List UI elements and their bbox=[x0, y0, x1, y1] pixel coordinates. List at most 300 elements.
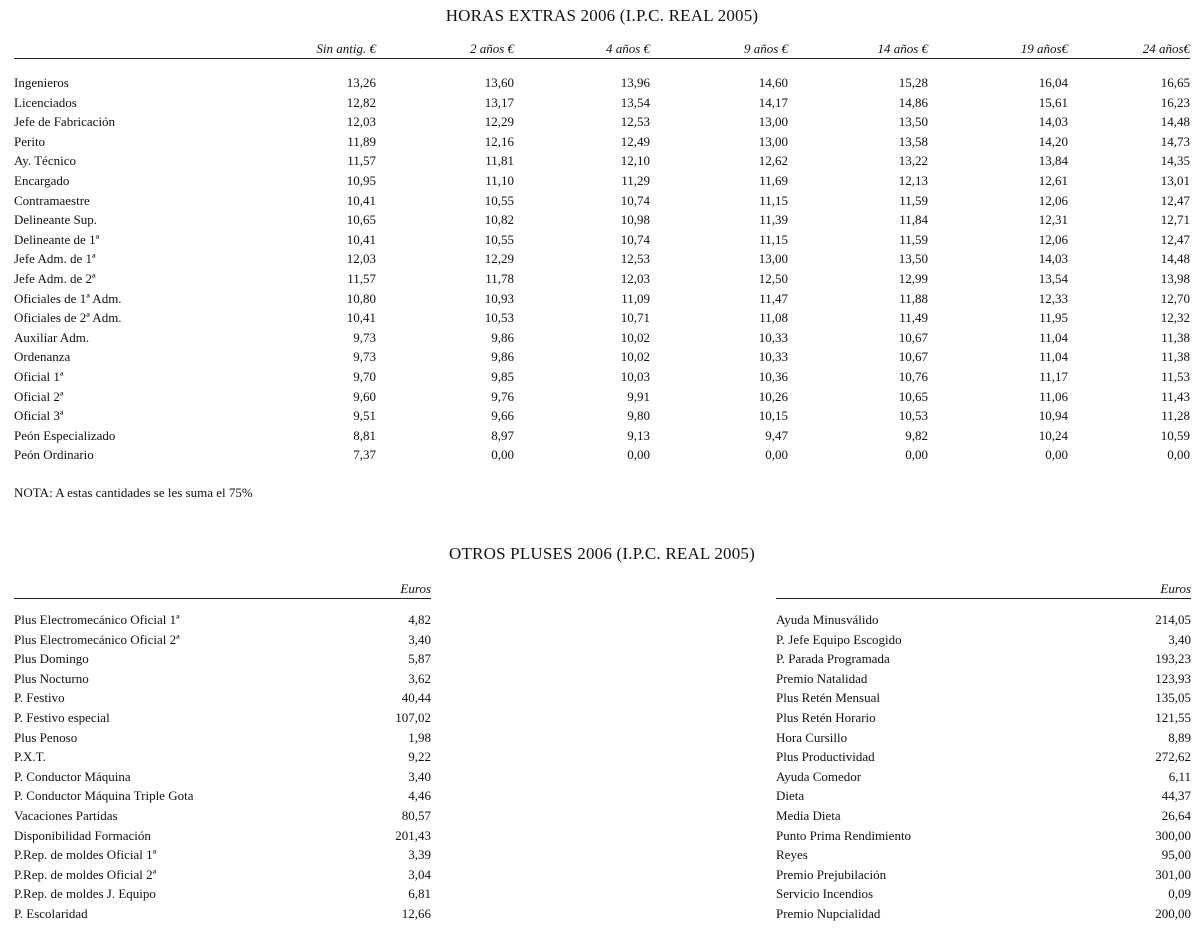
category-label: Jefe Adm. de 2ª bbox=[14, 270, 96, 286]
rate-cell: 9,91 bbox=[627, 388, 650, 404]
category-label: Peón Ordinario bbox=[14, 447, 94, 463]
rate-cell: 10,53 bbox=[484, 310, 514, 326]
plus-value: 200,00 bbox=[1155, 905, 1191, 921]
rate-cell: 11,39 bbox=[759, 212, 788, 228]
rate-cell: 11,06 bbox=[1039, 388, 1068, 404]
rate-cell: 14,86 bbox=[898, 94, 928, 110]
category-label: Encargado bbox=[14, 172, 70, 188]
rate-cell: 10,98 bbox=[620, 212, 650, 228]
table-row bbox=[14, 708, 431, 728]
rate-cell: 10,33 bbox=[758, 349, 788, 365]
plus-label: Plus Productividad bbox=[776, 749, 875, 765]
category-label: Delineante de 1ª bbox=[14, 231, 100, 247]
rate-cell: 10,33 bbox=[758, 329, 788, 345]
table-row bbox=[14, 826, 431, 846]
rate-cell: 11,28 bbox=[1161, 408, 1190, 424]
table-row bbox=[14, 308, 1190, 328]
horas-extras-title: HORAS EXTRAS 2006 (I.P.C. REAL 2005) bbox=[445, 6, 759, 25]
plus-label: Ayuda Minusválido bbox=[776, 612, 879, 627]
rate-cell: 11,17 bbox=[1039, 368, 1068, 384]
rate-cell: 11,38 bbox=[1161, 329, 1190, 345]
column-header-euros: Euros bbox=[400, 581, 431, 596]
rate-cell: 9,86 bbox=[491, 349, 514, 365]
rate-cell: 12,10 bbox=[620, 153, 650, 169]
rate-cell: 9,73 bbox=[353, 329, 376, 345]
table-row bbox=[14, 151, 1190, 171]
rate-cell: 9,82 bbox=[905, 427, 928, 443]
plus-value: 3,04 bbox=[408, 866, 431, 882]
rate-cell: 13,26 bbox=[346, 75, 376, 90]
rate-cell: 13,01 bbox=[1160, 172, 1190, 188]
table-row bbox=[14, 806, 431, 826]
rate-cell: 13,58 bbox=[898, 133, 928, 149]
rate-cell: 11,95 bbox=[1039, 310, 1068, 326]
rate-cell: 9,13 bbox=[627, 427, 650, 443]
rate-cell: 12,29 bbox=[484, 251, 514, 267]
plus-value: 135,05 bbox=[1155, 690, 1191, 706]
table-row bbox=[14, 445, 1190, 465]
rate-cell: 15,61 bbox=[1038, 94, 1068, 110]
plus-value: 272,62 bbox=[1155, 749, 1191, 765]
rate-cell: 14,17 bbox=[758, 94, 788, 110]
rate-cell: 11,04 bbox=[1039, 329, 1068, 345]
column-header-euros: Euros bbox=[1160, 581, 1191, 596]
rate-cell: 14,73 bbox=[1160, 133, 1190, 149]
rate-cell: 0,00 bbox=[765, 447, 788, 463]
table-row bbox=[14, 630, 431, 650]
plus-value: 123,93 bbox=[1155, 670, 1191, 686]
plus-label: Vacaciones Partidas bbox=[14, 807, 118, 823]
category-label: Oficial 3ª bbox=[14, 408, 64, 424]
rate-cell: 11,15 bbox=[759, 231, 788, 247]
rate-cell: 10,65 bbox=[346, 212, 376, 228]
rate-cell: 14,03 bbox=[1038, 114, 1068, 130]
plus-label: P. Jefe Equipo Escogido bbox=[776, 631, 902, 647]
rate-cell: 11,81 bbox=[485, 153, 514, 169]
rate-cell: 12,31 bbox=[1038, 212, 1068, 228]
rate-cell: 12,06 bbox=[1038, 231, 1068, 247]
plus-value: 301,00 bbox=[1155, 866, 1191, 882]
spacer-row bbox=[14, 599, 431, 611]
rate-cell: 13,98 bbox=[1160, 270, 1190, 286]
rate-cell: 10,82 bbox=[484, 212, 514, 228]
rate-cell: 0,00 bbox=[1045, 447, 1068, 463]
category-label: Perito bbox=[14, 133, 46, 149]
plus-value: 6,11 bbox=[1168, 768, 1191, 784]
table-row bbox=[14, 884, 431, 904]
rate-cell: 9,85 bbox=[491, 368, 514, 384]
table-row bbox=[14, 649, 431, 669]
table-row bbox=[776, 904, 1191, 924]
rate-cell: 14,03 bbox=[1038, 251, 1068, 267]
otros-pluses-right-table bbox=[776, 580, 1191, 924]
rate-cell: 8,81 bbox=[353, 427, 376, 443]
table-row bbox=[14, 347, 1190, 367]
rate-cell: 10,65 bbox=[898, 388, 928, 404]
table-row bbox=[14, 269, 1190, 289]
category-label: Auxiliar Adm. bbox=[14, 329, 90, 345]
spacer-row bbox=[776, 599, 1191, 611]
rate-cell: 12,29 bbox=[484, 114, 514, 130]
rate-cell: 13,00 bbox=[758, 133, 788, 149]
category-label: Peón Especializado bbox=[14, 427, 116, 443]
table-row bbox=[14, 367, 1190, 387]
table-row bbox=[14, 904, 431, 924]
rate-cell: 13,22 bbox=[898, 153, 928, 169]
table-row bbox=[776, 630, 1191, 650]
rate-cell: 11,89 bbox=[347, 133, 376, 149]
rate-cell: 9,73 bbox=[353, 349, 376, 365]
category-label: Oficiales de 2ª Adm. bbox=[14, 310, 122, 326]
rate-cell: 7,37 bbox=[353, 447, 376, 463]
plus-label: Premio Nupcialidad bbox=[776, 905, 881, 921]
plus-label: P. Festivo bbox=[14, 690, 65, 706]
plus-value: 95,00 bbox=[1161, 847, 1191, 863]
plus-value: 121,55 bbox=[1155, 709, 1191, 725]
category-label: Oficiales de 1ª Adm. bbox=[14, 290, 122, 306]
plus-value: 8,89 bbox=[1168, 729, 1191, 745]
rate-cell: 10,41 bbox=[346, 231, 376, 247]
plus-value: 3,40 bbox=[1168, 631, 1191, 647]
plus-value: 3,40 bbox=[408, 768, 431, 784]
category-label: Oficial 2ª bbox=[14, 388, 64, 404]
rate-cell: 12,53 bbox=[620, 114, 650, 130]
rate-cell: 9,76 bbox=[491, 388, 514, 404]
otros-pluses-title: OTROS PLUSES 2006 (I.P.C. REAL 2005) bbox=[449, 544, 755, 563]
rate-cell: 12,33 bbox=[1038, 290, 1068, 306]
rate-cell: 11,43 bbox=[1161, 388, 1190, 404]
rate-cell: 14,60 bbox=[758, 75, 788, 90]
rate-cell: 10,76 bbox=[898, 368, 928, 384]
plus-label: P.X.T. bbox=[14, 749, 46, 765]
rate-cell: 14,48 bbox=[1160, 251, 1190, 267]
rate-cell: 10,55 bbox=[484, 231, 514, 247]
plus-label: Premio Natalidad bbox=[776, 670, 868, 686]
rate-cell: 12,70 bbox=[1160, 290, 1190, 306]
rate-cell: 10,71 bbox=[620, 310, 650, 326]
column-header: 2 años € bbox=[469, 41, 514, 56]
table-row bbox=[14, 191, 1190, 211]
table-row bbox=[14, 93, 1190, 113]
rate-cell: 11,57 bbox=[347, 270, 376, 286]
plus-label: Disponibilidad Formación bbox=[14, 827, 151, 843]
table-row bbox=[14, 845, 431, 865]
plus-value: 5,87 bbox=[408, 651, 431, 667]
plus-value: 201,43 bbox=[395, 827, 431, 843]
plus-label: Plus Electromecánico Oficial 1ª bbox=[14, 612, 180, 627]
plus-label: P. Conductor Máquina Triple Gota bbox=[14, 788, 194, 804]
rate-cell: 11,57 bbox=[347, 153, 376, 169]
rate-cell: 12,53 bbox=[620, 251, 650, 267]
plus-value: 3,39 bbox=[408, 847, 431, 863]
rate-cell: 10,41 bbox=[346, 192, 376, 208]
plus-value: 80,57 bbox=[401, 807, 431, 823]
category-label: Licenciados bbox=[14, 94, 77, 110]
table-row bbox=[14, 747, 431, 767]
horas-extras-table bbox=[14, 40, 1190, 465]
rate-cell: 14,20 bbox=[1038, 133, 1068, 149]
otros-pluses-right-body bbox=[776, 599, 1191, 924]
table-row bbox=[14, 112, 1190, 132]
table-row bbox=[14, 73, 1190, 93]
rate-cell: 10,15 bbox=[758, 408, 788, 424]
table-row bbox=[14, 610, 431, 630]
column-header-label bbox=[776, 580, 1101, 599]
rate-cell: 13,84 bbox=[1038, 153, 1068, 169]
table-row bbox=[776, 845, 1191, 865]
table-row bbox=[776, 786, 1191, 806]
table-row bbox=[14, 230, 1190, 250]
plus-label: Media Dieta bbox=[776, 807, 841, 823]
table-row bbox=[14, 728, 431, 748]
plus-label: Ayuda Comedor bbox=[776, 768, 862, 784]
rate-cell: 14,35 bbox=[1160, 153, 1190, 169]
rate-cell: 11,38 bbox=[1161, 349, 1190, 365]
plus-label: Reyes bbox=[776, 847, 808, 863]
plus-value: 3,40 bbox=[408, 631, 431, 647]
rate-cell: 10,53 bbox=[898, 408, 928, 424]
rate-cell: 16,65 bbox=[1160, 75, 1190, 90]
rate-cell: 13,54 bbox=[1038, 270, 1068, 286]
plus-label: Hora Cursillo bbox=[776, 729, 848, 745]
rate-cell: 11,09 bbox=[621, 290, 650, 306]
rate-cell: 14,48 bbox=[1160, 114, 1190, 130]
table-row bbox=[776, 884, 1191, 904]
category-label: Oficial 1ª bbox=[14, 368, 64, 384]
table-row bbox=[776, 767, 1191, 787]
column-header: Sin antig. € bbox=[316, 41, 376, 56]
rate-cell: 11,88 bbox=[899, 290, 928, 306]
column-header: 24 años€ bbox=[1142, 41, 1190, 56]
table-row bbox=[776, 747, 1191, 767]
table-row bbox=[14, 132, 1190, 152]
rate-cell: 12,47 bbox=[1160, 192, 1190, 208]
table-row bbox=[776, 669, 1191, 689]
plus-value: 4,82 bbox=[408, 612, 431, 627]
rate-cell: 11,29 bbox=[621, 172, 650, 188]
table-row bbox=[776, 708, 1191, 728]
rate-cell: 11,59 bbox=[899, 231, 928, 247]
plus-value: 6,81 bbox=[408, 886, 431, 902]
table-row bbox=[14, 249, 1190, 269]
plus-label: Plus Penoso bbox=[14, 729, 78, 745]
rate-cell: 11,69 bbox=[759, 172, 788, 188]
table-header-row bbox=[14, 40, 1190, 59]
rate-cell: 9,86 bbox=[491, 329, 514, 345]
plus-value: 4,46 bbox=[408, 788, 431, 804]
table-row bbox=[14, 406, 1190, 426]
plus-value: 107,02 bbox=[395, 709, 431, 725]
rate-cell: 10,95 bbox=[346, 172, 376, 188]
rate-cell: 13,60 bbox=[484, 75, 514, 90]
rate-cell: 0,00 bbox=[905, 447, 928, 463]
rate-cell: 0,00 bbox=[491, 447, 514, 463]
table-row bbox=[14, 426, 1190, 446]
plus-value: 214,05 bbox=[1155, 612, 1191, 627]
plus-label: P. Festivo especial bbox=[14, 709, 110, 725]
table-row bbox=[14, 289, 1190, 309]
rate-cell: 13,96 bbox=[620, 75, 650, 90]
plus-label: P.Rep. de moldes J. Equipo bbox=[14, 886, 156, 902]
rate-cell: 12,47 bbox=[1160, 231, 1190, 247]
plus-label: Premio Prejubilación bbox=[776, 866, 887, 882]
table-row bbox=[14, 865, 431, 885]
category-label: Jefe Adm. de 1ª bbox=[14, 251, 96, 267]
plus-value: 1,98 bbox=[408, 729, 431, 745]
rate-cell: 13,50 bbox=[898, 114, 928, 130]
rate-cell: 10,03 bbox=[620, 368, 650, 384]
table-row bbox=[776, 649, 1191, 669]
rate-cell: 11,49 bbox=[899, 310, 928, 326]
table-row bbox=[776, 865, 1191, 885]
table-row bbox=[14, 328, 1190, 348]
rate-cell: 0,00 bbox=[627, 447, 650, 463]
plus-label: Plus Nocturno bbox=[14, 670, 89, 686]
table-row bbox=[776, 728, 1191, 748]
rate-cell: 12,61 bbox=[1038, 172, 1068, 188]
rate-cell: 9,66 bbox=[491, 408, 514, 424]
plus-label: P. Parada Programada bbox=[776, 651, 890, 667]
rate-cell: 11,47 bbox=[759, 290, 788, 306]
rate-cell: 9,47 bbox=[765, 427, 788, 443]
category-label: Delineante Sup. bbox=[14, 212, 98, 228]
table-row bbox=[14, 171, 1190, 191]
rate-cell: 12,06 bbox=[1038, 192, 1068, 208]
rate-cell: 11,15 bbox=[759, 192, 788, 208]
rate-cell: 10,55 bbox=[484, 192, 514, 208]
plus-value: 193,23 bbox=[1155, 651, 1191, 667]
rate-cell: 12,32 bbox=[1160, 310, 1190, 326]
rate-cell: 15,28 bbox=[898, 75, 928, 90]
plus-value: 9,22 bbox=[408, 749, 431, 765]
plus-label: Dieta bbox=[776, 788, 805, 804]
rate-cell: 16,23 bbox=[1160, 94, 1190, 110]
rate-cell: 10,02 bbox=[620, 349, 650, 365]
rate-cell: 12,49 bbox=[620, 133, 650, 149]
rate-cell: 12,13 bbox=[898, 172, 928, 188]
rate-cell: 12,16 bbox=[484, 133, 514, 149]
rate-cell: 9,60 bbox=[353, 388, 376, 404]
table-row bbox=[776, 806, 1191, 826]
category-label: Jefe de Fabricación bbox=[14, 114, 116, 130]
rate-cell: 10,26 bbox=[758, 388, 788, 404]
rate-cell: 12,03 bbox=[620, 270, 650, 286]
plus-label: Servicio Incendios bbox=[776, 886, 874, 902]
category-label: Contramaestre bbox=[14, 192, 90, 208]
otros-pluses-left-table bbox=[14, 580, 431, 924]
column-header: 4 años € bbox=[605, 41, 650, 56]
category-label: Ay. Técnico bbox=[14, 153, 76, 169]
plus-label: P. Escolaridad bbox=[14, 905, 88, 921]
table-row bbox=[14, 210, 1190, 230]
rate-cell: 13,00 bbox=[758, 251, 788, 267]
rate-cell: 12,50 bbox=[758, 270, 788, 286]
rate-cell: 11,08 bbox=[759, 310, 788, 326]
rate-cell: 12,03 bbox=[346, 251, 376, 267]
table-row bbox=[14, 767, 431, 787]
plus-value: 44,37 bbox=[1161, 788, 1191, 804]
plus-label: Plus Retén Mensual bbox=[776, 690, 880, 706]
rate-cell: 9,70 bbox=[353, 368, 376, 384]
plus-value: 300,00 bbox=[1155, 827, 1191, 843]
rate-cell: 10,93 bbox=[484, 290, 514, 306]
rate-cell: 11,04 bbox=[1039, 349, 1068, 365]
rate-cell: 12,03 bbox=[346, 114, 376, 130]
rate-cell: 9,51 bbox=[353, 408, 376, 424]
rate-cell: 10,24 bbox=[1038, 427, 1068, 443]
rate-cell: 12,62 bbox=[758, 153, 788, 169]
category-label: Ordenanza bbox=[14, 349, 71, 365]
plus-label: Plus Electromecánico Oficial 2ª bbox=[14, 631, 180, 647]
table-header-row bbox=[776, 580, 1191, 599]
plus-value: 3,62 bbox=[408, 670, 431, 686]
table-row bbox=[14, 688, 431, 708]
rate-cell: 10,41 bbox=[346, 310, 376, 326]
category-label: Ingenieros bbox=[14, 75, 69, 90]
rate-cell: 16,04 bbox=[1038, 75, 1068, 90]
column-header-label bbox=[14, 40, 274, 59]
rate-cell: 10,80 bbox=[346, 290, 376, 306]
plus-label: P.Rep. de moldes Oficial 2ª bbox=[14, 866, 157, 882]
rate-cell: 9,80 bbox=[627, 408, 650, 424]
rate-cell: 8,97 bbox=[491, 427, 514, 443]
table-row bbox=[14, 387, 1190, 407]
column-header: 19 años€ bbox=[1020, 41, 1068, 56]
table-header-row bbox=[14, 580, 431, 599]
rate-cell: 11,10 bbox=[485, 172, 514, 188]
column-header: 9 años € bbox=[743, 41, 788, 56]
rate-cell: 10,74 bbox=[620, 192, 650, 208]
horas-extras-body bbox=[14, 59, 1190, 465]
plus-label: Punto Prima Rendimiento bbox=[776, 827, 912, 843]
plus-label: P.Rep. de moldes Oficial 1ª bbox=[14, 847, 157, 863]
rate-cell: 11,78 bbox=[485, 270, 514, 286]
plus-value: 40,44 bbox=[401, 690, 431, 706]
rate-cell: 11,84 bbox=[899, 212, 928, 228]
otros-pluses-left-body bbox=[14, 599, 431, 924]
table-row bbox=[776, 826, 1191, 846]
plus-value: 26,64 bbox=[1161, 807, 1191, 823]
rate-cell: 10,02 bbox=[620, 329, 650, 345]
rate-cell: 13,00 bbox=[758, 114, 788, 130]
rate-cell: 13,54 bbox=[620, 94, 650, 110]
rate-cell: 12,71 bbox=[1160, 212, 1190, 228]
table-row bbox=[14, 786, 431, 806]
plus-label: P. Conductor Máquina bbox=[14, 768, 131, 784]
table-row bbox=[14, 669, 431, 689]
rate-cell: 10,74 bbox=[620, 231, 650, 247]
plus-label: Plus Domingo bbox=[14, 651, 89, 667]
rate-cell: 12,99 bbox=[898, 270, 928, 286]
rate-cell: 13,50 bbox=[898, 251, 928, 267]
note-text: NOTA: A estas cantidades se les suma el 75% bbox=[14, 485, 253, 500]
rate-cell: 12,82 bbox=[346, 94, 376, 110]
rate-cell: 11,59 bbox=[899, 192, 928, 208]
column-header: 14 años € bbox=[877, 41, 928, 56]
plus-value: 12,66 bbox=[401, 905, 431, 921]
rate-cell: 11,53 bbox=[1161, 368, 1190, 384]
plus-value: 0,09 bbox=[1168, 886, 1191, 902]
plus-label: Plus Retén Horario bbox=[776, 709, 876, 725]
rate-cell: 10,36 bbox=[758, 368, 788, 384]
rate-cell: 10,67 bbox=[898, 329, 928, 345]
rate-cell: 0,00 bbox=[1167, 447, 1190, 463]
rate-cell: 10,67 bbox=[898, 349, 928, 365]
rate-cell: 10,59 bbox=[1160, 427, 1190, 443]
rate-cell: 10,94 bbox=[1038, 408, 1068, 424]
rate-cell: 13,17 bbox=[484, 94, 514, 110]
table-row bbox=[776, 610, 1191, 630]
